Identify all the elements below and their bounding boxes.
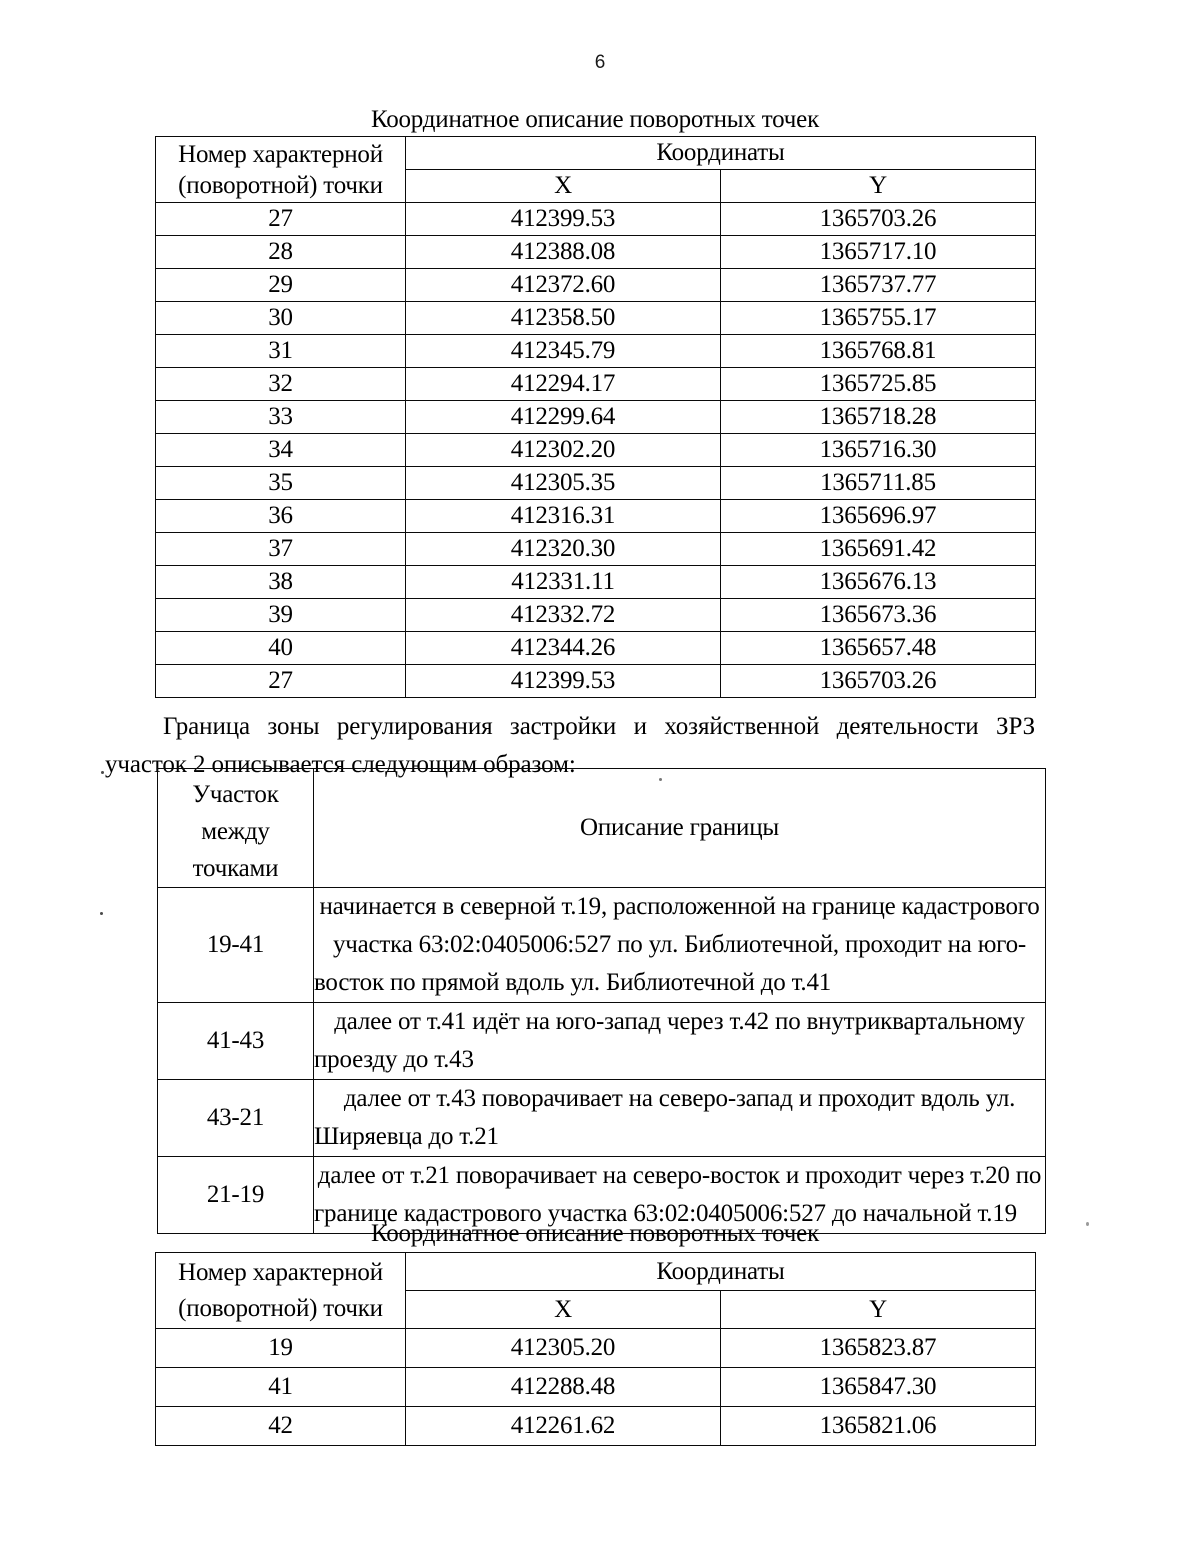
cell-x: 412288.48 <box>406 1368 721 1407</box>
cell-x: 412372.60 <box>406 269 721 302</box>
cell-y: 1365725.85 <box>721 368 1036 401</box>
cell-x: 412316.31 <box>406 500 721 533</box>
table-row <box>156 269 1036 302</box>
header-y: Y <box>721 170 1036 203</box>
cell-point: 40 <box>156 632 406 665</box>
cell-description: далее от т.43 поворачивает на северо-запад и проходит вдоль ул. Ширяевца до т.21 <box>314 1080 1046 1157</box>
boundary-description-table <box>157 768 1046 1234</box>
cell-x: 412305.20 <box>406 1329 721 1368</box>
scan-speckle <box>659 778 662 781</box>
cell-point: 36 <box>156 500 406 533</box>
table-row <box>156 401 1036 434</box>
cell-description: начинается в северной т.19, расположенной на границе кадастрового участка 63:02:0405006:527 по ул. Библиотечной, проходит на юго-восток по прямой вдоль ул. Библиотечной до т.41 <box>314 888 1046 1003</box>
cell-x: 412388.08 <box>406 236 721 269</box>
header-x: X <box>406 170 721 203</box>
cell-point: 29 <box>156 269 406 302</box>
table-row <box>156 236 1036 269</box>
cell-x: 412261.62 <box>406 1407 721 1446</box>
header-x: X <box>406 1291 721 1329</box>
cell-point: 33 <box>156 401 406 434</box>
cell-x: 412344.26 <box>406 632 721 665</box>
cell-point: 19 <box>156 1329 406 1368</box>
header-coordinates: Координаты <box>406 137 1036 170</box>
table-row <box>156 1407 1036 1446</box>
table-body <box>156 1329 1036 1446</box>
cell-x: 412399.53 <box>406 203 721 236</box>
table-row <box>156 1368 1036 1407</box>
cell-point: 28 <box>156 236 406 269</box>
cell-y: 1365696.97 <box>721 500 1036 533</box>
cell-y: 1365676.13 <box>721 566 1036 599</box>
cell-x: 412332.72 <box>406 599 721 632</box>
table-row <box>156 500 1036 533</box>
header-segment-line1: Участок <box>192 781 279 808</box>
table-header <box>156 1253 1036 1329</box>
cell-x: 412302.20 <box>406 434 721 467</box>
cell-y: 1365737.77 <box>721 269 1036 302</box>
header-point-number-line1: Номер характерной <box>178 1258 383 1286</box>
cell-y: 1365657.48 <box>721 632 1036 665</box>
table-row <box>158 1003 1046 1080</box>
header-segment <box>158 769 314 888</box>
cell-y: 1365716.30 <box>721 434 1036 467</box>
table-header <box>158 769 1046 888</box>
cell-y: 1365821.06 <box>721 1407 1036 1446</box>
cell-point: 41 <box>156 1368 406 1407</box>
header-point-number <box>156 1253 406 1329</box>
cell-y: 1365768.81 <box>721 335 1036 368</box>
cell-point: 35 <box>156 467 406 500</box>
cell-y: 1365711.85 <box>721 467 1036 500</box>
cell-x: 412294.17 <box>406 368 721 401</box>
header-point-number-line2: (поворотной) точки <box>178 1294 383 1322</box>
table-body <box>158 888 1046 1234</box>
header-point-number-line1: Номер характерной <box>178 140 383 168</box>
cell-y: 1365703.26 <box>721 665 1036 698</box>
cell-y: 1365823.87 <box>721 1329 1036 1368</box>
cell-y: 1365717.10 <box>721 236 1036 269</box>
cell-point: 32 <box>156 368 406 401</box>
table-row <box>156 335 1036 368</box>
scan-speckle <box>1086 1222 1089 1226</box>
cell-description: далее от т.21 поворачивает на северо-восток и проходит через т.20 по границе кадастрового участка 63:02:0405006:527 до начальной т.19 <box>314 1157 1046 1234</box>
cell-x: 412331.11 <box>406 566 721 599</box>
cell-x: 412358.50 <box>406 302 721 335</box>
header-point-number <box>156 137 406 203</box>
table-row <box>156 203 1036 236</box>
cell-x: 412299.64 <box>406 401 721 434</box>
section-3-title: Координатное описание поворотных точек <box>370 1220 820 1247</box>
header-description: Описание границы <box>314 769 1046 888</box>
cell-segment: 43-21 <box>158 1080 314 1157</box>
header-y: Y <box>721 1291 1036 1329</box>
page-number: 6 <box>594 52 606 73</box>
table-row <box>156 1329 1036 1368</box>
cell-point: 31 <box>156 335 406 368</box>
cell-y: 1365755.17 <box>721 302 1036 335</box>
table-row <box>158 888 1046 1003</box>
section-1-title: Координатное описание поворотных точек <box>370 106 820 133</box>
cell-point: 27 <box>156 203 406 236</box>
cell-point: 38 <box>156 566 406 599</box>
coordinate-table-1 <box>155 136 1036 698</box>
cell-segment: 21-19 <box>158 1157 314 1234</box>
table-body <box>156 203 1036 698</box>
cell-point: 39 <box>156 599 406 632</box>
cell-x: 412399.53 <box>406 665 721 698</box>
coordinate-table-2 <box>155 1252 1036 1446</box>
section-2-paragraph-line2: ЗРЗ участок 2 описывается следующим образом: <box>105 713 1035 778</box>
cell-x: 412320.30 <box>406 533 721 566</box>
table-header-row-1 <box>156 1253 1036 1291</box>
table-row <box>156 368 1036 401</box>
table-row <box>156 632 1036 665</box>
header-coordinates: Координаты <box>406 1253 1036 1291</box>
cell-description: далее от т.41 идёт на юго-запад через т.42 по внутриквартальному проезду до т.43 <box>314 1003 1046 1080</box>
cell-y: 1365691.42 <box>721 533 1036 566</box>
table-row <box>158 1080 1046 1157</box>
scan-speckle <box>100 912 103 915</box>
table-header-row <box>158 769 1046 888</box>
table-row <box>156 665 1036 698</box>
header-point-number-line2: (поворотной) точки <box>178 171 383 199</box>
cell-y: 1365847.30 <box>721 1368 1036 1407</box>
cell-x: 412345.79 <box>406 335 721 368</box>
cell-point: 37 <box>156 533 406 566</box>
cell-y: 1365703.26 <box>721 203 1036 236</box>
scan-speckle <box>101 771 104 774</box>
table-header-row-1 <box>156 137 1036 170</box>
section-2-paragraph-line1: Граница зоны регулирования застройки и хозяйственной деятельности <box>163 713 979 740</box>
table-row <box>156 566 1036 599</box>
header-segment-line2: между <box>201 818 270 845</box>
cell-point: 34 <box>156 434 406 467</box>
cell-y: 1365718.28 <box>721 401 1036 434</box>
cell-segment: 19-41 <box>158 888 314 1003</box>
table-row <box>156 434 1036 467</box>
header-segment-line3: точками <box>192 855 279 882</box>
table-row <box>156 599 1036 632</box>
table-row <box>156 467 1036 500</box>
cell-segment: 41-43 <box>158 1003 314 1080</box>
cell-y: 1365673.36 <box>721 599 1036 632</box>
table-row <box>156 302 1036 335</box>
cell-point: 42 <box>156 1407 406 1446</box>
cell-point: 30 <box>156 302 406 335</box>
cell-x: 412305.35 <box>406 467 721 500</box>
table-header <box>156 137 1036 203</box>
cell-point: 27 <box>156 665 406 698</box>
table-row <box>156 533 1036 566</box>
